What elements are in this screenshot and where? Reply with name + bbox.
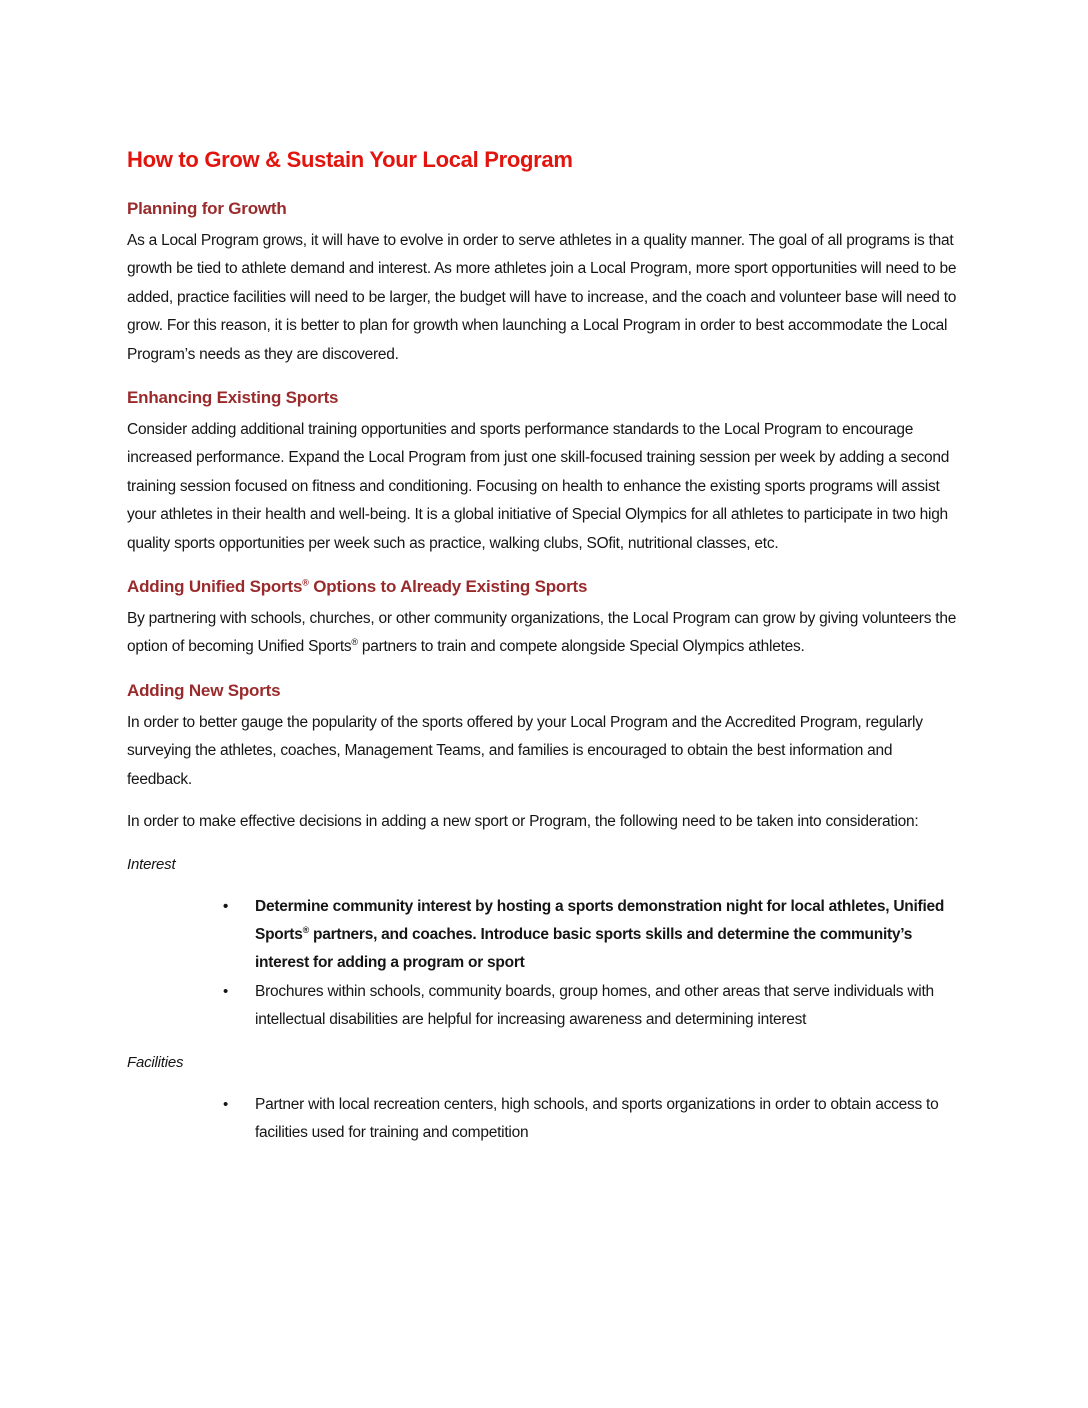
paragraph: In order to better gauge the popularity of the sports offered by your Local Program and the Accredited Program, regularly surveying the athletes, coaches, Management Teams, and families is encouraged to obtain the best information and feedback. bbox=[127, 713, 923, 788]
paragraph: As a Local Program grows, it will have to evolve in order to serve athletes in a quality manner. The goal of all programs is that growth be tied to athlete demand and interest. As more athletes join a Local Program, more sport opportunities will need to be added, practice facilities will need to be larger, the budget will have to increase, and the coach and volunteer base will need to grow. For this reason, it is better to plan for growth when launching a Local Program in order to best accommodate the Local Program’s needs as they are discovered. bbox=[127, 232, 957, 363]
list-item: • Determine community interest by hosting a sports demonstration night for local athletes, Unified Sports® partners, and coaches. Introduce basic sports skills and determine the community’s interest for adding a program or sport bbox=[255, 893, 960, 978]
list-item: • Brochures within schools, community boards, group homes, and other areas that serve individuals with intellectual disabilities are helpful for increasing awareness and determining interest bbox=[255, 978, 960, 1035]
paragraph: Consider adding additional training opportunities and sports performance standards to the Local Program to encourage increased performance. Expand the Local Program from just one skill-focused training session per week by adding a second training session focused on fitness and conditioning. Focusing on health to enhance the existing sports programs will assist your athletes in their health and well-being. It is a global initiative of Special Olympics for all athletes to participate in two high quality sports opportunities per week such as practice, walking clubs, SOfit, nutritional classes, etc. bbox=[127, 421, 950, 552]
section-adding-new-sports bbox=[127, 680, 960, 837]
section-heading-adding-new-sports: Adding New Sports bbox=[127, 680, 281, 700]
section-adding-unified-sports-options bbox=[127, 576, 960, 662]
consideration-label-interest: Interest bbox=[127, 855, 176, 873]
section-planning-for-growth bbox=[127, 198, 960, 369]
paragraph: By partnering with schools, churches, or other community organizations, the Local Program can grow by giving volunteers the option of becoming Unified Sports® partners to train and compete alongside Special Olympics athletes. bbox=[127, 610, 957, 656]
section-enhancing-existing-sports bbox=[127, 387, 960, 558]
section-heading-enhancing-existing-sports: Enhancing Existing Sports bbox=[127, 388, 339, 408]
list-item: • Partner with local recreation centers, high schools, and sports organizations in order to obtain access to facilities used for training and competition bbox=[255, 1091, 960, 1148]
section-heading-adding-unified-sports-options: Adding Unified Sports® Options to Already Existing Sports bbox=[127, 577, 588, 597]
section-heading-planning-for-growth: Planning for Growth bbox=[127, 199, 287, 218]
page-title: How to Grow & Sustain Your Local Program bbox=[127, 147, 573, 172]
paragraph: In order to make effective decisions in adding a new sport or Program, the following need to be taken into consideration: bbox=[127, 813, 919, 831]
consideration-label-facilities: Facilities bbox=[127, 1053, 184, 1071]
facilities-bullet-list bbox=[127, 1091, 960, 1148]
interest-bullet-list bbox=[127, 893, 960, 1035]
